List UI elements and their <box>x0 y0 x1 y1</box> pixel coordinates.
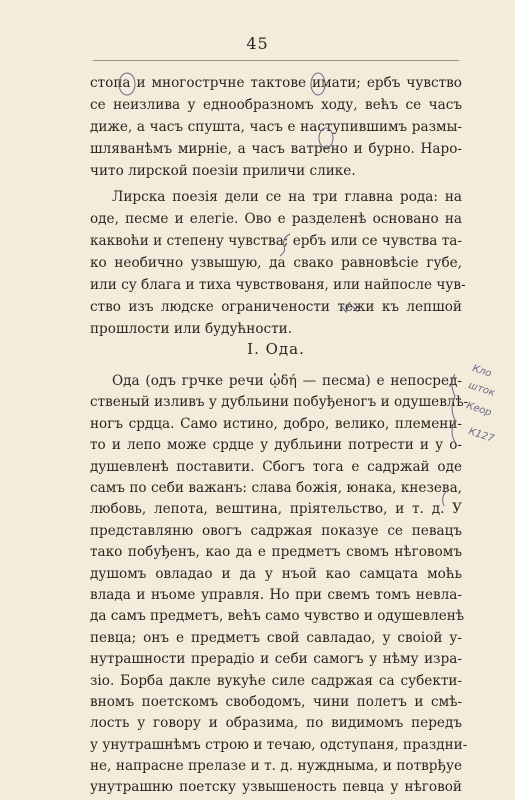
section-heading: I. Ода. <box>247 340 305 358</box>
text-line: се неизлива у еднообразномъ ходу, већъ се часъ <box>90 97 462 113</box>
text-line: то и лепо може срдце у дубльини потрести и у о- <box>90 437 462 454</box>
page-number: 45 <box>246 34 269 53</box>
text-line: не, напрасне прелазе и т. д. нуждныма, и потврђуе <box>90 758 462 775</box>
text-line: каквоћи и степену чувства; ербъ или се чувства та- <box>90 233 462 249</box>
text-line: зіо. Борба дакле вукуће силе садржая са субекти- <box>90 672 462 689</box>
text-line: лость у говору и образима, по видимомъ передъ <box>90 715 462 732</box>
pencil-bracket-mark <box>452 374 455 442</box>
margin-note: Кло <box>470 363 493 380</box>
margin-note: Кеор <box>464 400 493 419</box>
text-line: тако побуђенъ, као да е предметъ свомъ нѣговомъ <box>90 544 462 561</box>
text-line: нутрашности прерадіо и себи самогъ у нѣму изра- <box>90 651 462 668</box>
margin-note: шток <box>466 380 497 399</box>
text-line: стопа и многострчне тактове имати; ербъ чувство <box>90 75 462 91</box>
text-line: ственый изливъ у дубльини побуђеногъ и одушевлѣ- <box>90 394 469 411</box>
text-line: унутрашню поетску узвышеность певца у нѣговой <box>90 778 462 795</box>
text-line: ко необично узвышую, да свако равновѣсіе губе, <box>90 255 462 271</box>
pencil-circle-mark <box>319 128 333 148</box>
text-line: певца; онъ е предметъ свой савладао, у своіой у- <box>90 629 462 646</box>
text-line: душевленѣ поставити. Сбогъ тога е садржай оде <box>90 458 462 475</box>
text-line: ство изъ людске ограничености тежи къ лепшой <box>90 299 462 315</box>
pencil-scribble-mark <box>340 302 358 312</box>
pencil-circle-mark <box>311 73 325 95</box>
text-line: Ода (одъ грчке речи ᾠδή — песма) е непосред- <box>112 373 462 389</box>
text-line: представляню овогъ садржая показуе се певацъ <box>90 522 462 539</box>
text-line: чито лирской поезіи приличи слике. <box>90 163 356 179</box>
text-line: прошлости или будућности. <box>90 321 293 337</box>
text-line: у унутрашнѣмъ строю и течаю, одступаня, праздни- <box>90 736 468 753</box>
text-line: шляванѣмъ мирніе, а часъ ватрено и бурно. Наро- <box>90 141 462 157</box>
text-line: Лирска поезія дели се на три главна рода: на <box>112 189 462 205</box>
text-line: влада и нъоме управля. Но при свемъ томъ невла- <box>90 587 462 603</box>
text-line: или су блага и тиха чувствованя, или найпосле чув- <box>90 277 466 293</box>
pencil-circle-mark <box>119 73 135 95</box>
margin-note: К127 <box>466 426 496 445</box>
text-line: ногъ срдца. Само истино, добро, велико, племени- <box>90 415 462 432</box>
text-line: диже, а часъ спушта, часъ е наступившимъ размы- <box>90 119 462 135</box>
text-line: оде, песме и елегіе. Ово е разделенѣ основано на <box>90 211 462 227</box>
pencil-bracket-mark <box>443 490 448 506</box>
text-line: вномъ поетскомъ свободомъ, чини полетъ и смѣ- <box>90 694 462 710</box>
text-line: любовь, лепота, вештина, пріятельство, и т. д. У <box>90 501 462 518</box>
text-line: самъ по себи важанъ: слава божія, юнака, кнезева, <box>90 480 462 496</box>
pencil-bracket-mark <box>280 234 290 256</box>
text-line: душомъ овладао и да у нъой као самцата моћь <box>90 565 462 582</box>
text-line: да самъ предметъ, већъ само чувство и одушевленѣ <box>90 608 465 625</box>
